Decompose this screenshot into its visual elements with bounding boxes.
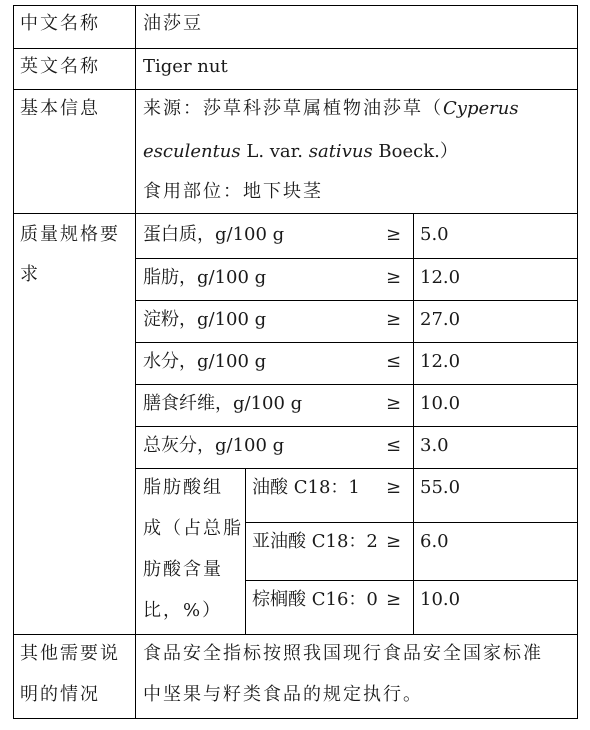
quality-row-value: 5.0 xyxy=(420,224,449,245)
row-divider xyxy=(135,300,578,301)
quality-row-value: 27.0 xyxy=(420,309,461,330)
col-divider xyxy=(135,5,136,719)
chinese-name-label: 中文名称 xyxy=(20,13,100,34)
row-divider xyxy=(135,426,578,427)
row-divider xyxy=(135,342,578,343)
fatty-acid-row-name: 亚油酸 C18：2 xyxy=(252,531,378,552)
species-epithet: esculentus xyxy=(143,141,241,162)
row-divider xyxy=(245,580,578,581)
fatty-acid-label-line: 肪酸含量 xyxy=(143,559,223,580)
quality-row-value: 12.0 xyxy=(420,267,461,288)
species-suffix: Boeck.） xyxy=(372,141,458,162)
english-name-label: 英文名称 xyxy=(20,56,100,77)
species-variety: sativus xyxy=(308,141,373,162)
quality-row-value: 12.0 xyxy=(420,351,461,372)
quality-row-name: 蛋白质，g/100 g xyxy=(143,224,285,245)
other-text-line2: 中坚果与籽类食品的规定执行。 xyxy=(143,684,423,705)
fatty-acid-row-name: 棕榈酸 C16：0 xyxy=(252,589,378,610)
fatty-acid-label-line: 脂肪酸组 xyxy=(143,477,223,498)
row-divider xyxy=(135,468,578,469)
fatty-acid-row-value: 55.0 xyxy=(420,477,461,498)
edible-part: 食用部位：地下块茎 xyxy=(143,181,323,202)
source-line xyxy=(143,98,519,119)
quality-row-operator: ≥ xyxy=(386,267,402,288)
quality-row-name: 膳食纤维，g/100 g xyxy=(143,393,303,414)
other-text-line1: 食品安全指标按照我国现行食品安全国家标准 xyxy=(143,643,543,664)
quality-row-name: 淀粉，g/100 g xyxy=(143,309,267,330)
basic-info-label: 基本信息 xyxy=(20,98,100,119)
quality-row-name: 水分，g/100 g xyxy=(143,351,267,372)
row-divider xyxy=(245,522,578,523)
quality-row-value: 10.0 xyxy=(420,393,461,414)
fatty-acid-row-value: 10.0 xyxy=(420,589,461,610)
fatty-acid-row-value: 6.0 xyxy=(420,531,449,552)
row-divider xyxy=(13,213,578,214)
fatty-acid-row-operator: ≥ xyxy=(386,477,402,498)
quality-label-line1: 质量规格要 xyxy=(20,224,120,245)
quality-row-operator: ≤ xyxy=(386,435,402,456)
english-name-value: Tiger nut xyxy=(143,56,228,77)
row-divider xyxy=(13,48,578,49)
row-divider xyxy=(13,89,578,90)
species-genus: Cyperus xyxy=(443,98,519,119)
col-divider xyxy=(413,213,414,634)
quality-row-name: 脂肪，g/100 g xyxy=(143,267,267,288)
quality-row-operator: ≥ xyxy=(386,224,402,245)
fatty-acid-row-name: 油酸 C18：1 xyxy=(252,477,360,498)
species-mid: L. var. xyxy=(240,141,309,162)
fatty-acid-label-line: 成（占总脂 xyxy=(143,518,243,539)
fatty-acid-row-operator: ≥ xyxy=(386,589,402,610)
row-divider xyxy=(135,384,578,385)
quality-row-operator: ≥ xyxy=(386,393,402,414)
other-label-line1: 其他需要说 xyxy=(20,643,120,664)
other-label-line2: 明的情况 xyxy=(20,684,100,705)
col-divider xyxy=(245,468,246,634)
species-line xyxy=(143,141,458,162)
source-prefix: 来源：莎草科莎草属植物油莎草（ xyxy=(143,98,443,119)
fatty-acid-row-operator: ≥ xyxy=(386,531,402,552)
fatty-acid-label-line: 比，%） xyxy=(143,600,223,621)
chinese-name-value: 油莎豆 xyxy=(143,13,203,34)
row-divider xyxy=(135,258,578,259)
row-divider xyxy=(13,634,578,635)
quality-row-value: 3.0 xyxy=(420,435,449,456)
quality-row-operator: ≤ xyxy=(386,351,402,372)
quality-label-line2: 求 xyxy=(20,264,40,285)
quality-row-name: 总灰分，g/100 g xyxy=(143,435,285,456)
quality-row-operator: ≥ xyxy=(386,309,402,330)
